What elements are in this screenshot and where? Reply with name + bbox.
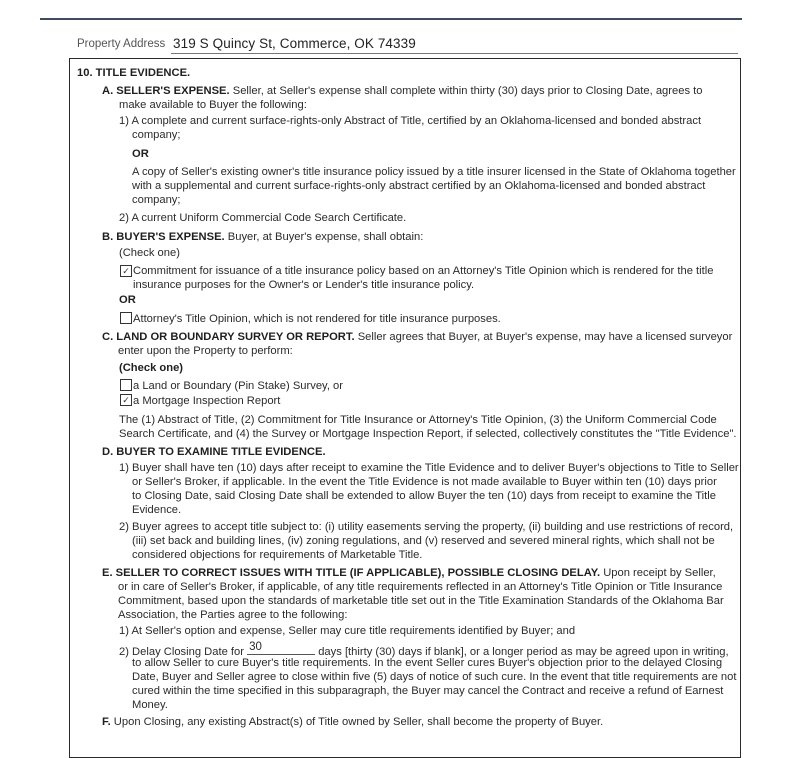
section-d-item1-line1: 1) Buyer shall have ten (10) days after receipt to examine the Title Evidence and to deliver Buyer's objections to Title to Seller: [119, 462, 739, 474]
section-a-heading: A. SELLER'S EXPENSE.: [102, 85, 230, 97]
section-e-heading: E. SELLER TO CORRECT ISSUES WITH TITLE (IF APPLICABLE), POSSIBLE CLOSING DELAY.: [102, 567, 601, 579]
section-b-line1: [102, 230, 423, 244]
section-e-item2-line5: Money.: [132, 699, 168, 711]
section-e-item2-line3: Date, Buyer and Seller agree to close within five (5) days of notice of such cure. In the event that title requirements are not: [132, 671, 737, 683]
section-a-alt-line1: A copy of Seller's existing owner's title insurance policy issued by a title insurer licensed in the State of Oklahoma together: [132, 166, 736, 178]
checkmark-icon: ✓: [122, 395, 130, 405]
section-a-text: Seller, at Seller's expense shall complete within thirty (30) days prior to Closing Date, agrees to: [229, 85, 703, 97]
page-top-border: [40, 18, 742, 20]
section-c-para-line2: Search Certificate, and (4) the Survey or Mortgage Inspection Report, if selected, collectively constitutes the "Title Evidence".: [119, 428, 737, 440]
section-d-item2-line1: 2) Buyer agrees to accept title subject to: (i) utility easements serving the property, (ii) building and use restrictions of record,: [119, 521, 734, 533]
section-c-option2-checkbox[interactable]: [120, 394, 132, 406]
section-e-line2: or in care of Seller's Broker, if applicable, of any title requirements reflected in an Attorney's Title Opinion or Title Insurance: [118, 581, 723, 593]
section-e-item2-line2: to allow Seller to cure Buyer's title requirements. In the event Seller cures Buyer's objection prior to the delayed Closing: [132, 657, 723, 669]
section-a-line1: [102, 84, 702, 98]
section-d-item2-line2: (iii) set back and building lines, (iv) zoning regulations, and (v) reserved and severed mineral rights, which shall not be: [132, 535, 715, 547]
section-b-option2-checkbox[interactable]: [120, 312, 132, 324]
section-d-item1-line2: or Seller's Broker, if applicable. In the event the Title Evidence is not made available to Buyer within ten (10) days prior: [132, 476, 717, 488]
section-b-option1-line1: Commitment for issuance of a title insurance policy based on an Attorney's Title Opinion which is rendered for the title: [133, 265, 714, 277]
property-address-row: [77, 37, 742, 55]
section-c-check-one: (Check one): [119, 362, 184, 374]
delay-days-value: 30: [249, 640, 262, 653]
section-e-line3: Commitment, based upon the standards of marketable title set out in the Title Examination Standards of the Oklahoma Bar: [118, 595, 724, 607]
section-a-or: OR: [132, 148, 149, 160]
title-evidence-section: [69, 58, 741, 758]
section-a-item1-line2: company;: [132, 129, 181, 141]
section-a-item1-line1: 1) A complete and current surface-rights-only Abstract of Title, certified by an Oklahoma-licensed and bonded abstract: [119, 115, 702, 127]
section-title: 10. TITLE EVIDENCE.: [77, 67, 191, 79]
section-f-heading: F.: [102, 716, 111, 728]
checkmark-icon: ✓: [122, 266, 130, 276]
section-b-option1-checkbox[interactable]: [120, 265, 132, 277]
section-b-heading: B. BUYER'S EXPENSE.: [102, 231, 225, 243]
section-d-item1-line4: Evidence.: [132, 504, 182, 516]
section-e-item1: 1) At Seller's option and expense, Seller may cure title requirements identified by Buyer; and: [119, 625, 576, 637]
section-c-line1: [102, 330, 732, 344]
section-a-alt-line3: company;: [132, 194, 181, 206]
section-b-option1-line2: insurance purposes for the Owner's or Lender's title insurance policy.: [133, 279, 475, 291]
section-a-line2: make available to Buyer the following:: [119, 99, 307, 111]
section-c-option2-label: a Mortgage Inspection Report: [133, 395, 281, 407]
section-b-check-one: (Check one): [119, 247, 180, 259]
section-a-alt-line2: with a supplemental and current surface-rights-only abstract certified by an Oklahoma-licensed and bonded abstract: [132, 180, 706, 192]
property-address-value[interactable]: 319 S Quincy St, Commerce, OK 74339: [173, 36, 416, 51]
section-e-item2-suffix: days [thirty (30) days if blank], or a longer period as may be agreed upon in writing,: [318, 646, 729, 658]
section-c-option1-checkbox[interactable]: [120, 379, 132, 391]
section-e-item2-prefix: 2) Delay Closing Date for: [119, 646, 244, 658]
section-c-para-line1: The (1) Abstract of Title, (2) Commitment for Title Insurance or Attorney's Title Opinion, (3) the Uniform Commercial Code: [119, 414, 717, 426]
section-e-line1: [102, 566, 716, 580]
section-a-item2: 2) A current Uniform Commercial Code Search Certificate.: [119, 212, 407, 224]
section-e-line1-tail: Upon receipt by Seller,: [600, 567, 716, 579]
section-e-item2-line4: cured within the time specified in this subparagraph, the Buyer may cancel the Contract and receive a refund of Earnest: [132, 685, 724, 697]
section-b-option2-label: Attorney's Title Opinion, which is not rendered for title insurance purposes.: [133, 313, 501, 325]
section-d-heading: D. BUYER TO EXAMINE TITLE EVIDENCE.: [102, 446, 326, 458]
section-c-heading: C. LAND OR BOUNDARY SURVEY OR REPORT.: [102, 331, 355, 343]
section-b-or: OR: [119, 294, 136, 306]
section-f-line: [102, 715, 603, 729]
section-e-line4: Association, the Parties agree to the following:: [118, 609, 348, 621]
property-address-label: Property Address: [77, 38, 166, 50]
delay-days-field[interactable]: [247, 642, 315, 655]
section-d-item1-line3: to Closing Date, said Closing Date shall be extended to allow Buyer the ten (10) days from receipt to examine the Title: [132, 490, 716, 502]
section-d-item2-line3: considered objections for requirements of Marketable Title.: [132, 549, 423, 561]
section-b-intro: Buyer, at Buyer's expense, shall obtain:: [224, 231, 424, 243]
section-c-option1-label: a Land or Boundary (Pin Stake) Survey, or: [133, 380, 343, 392]
section-f-text: Upon Closing, any existing Abstract(s) of Title owned by Seller, shall become the property of Buyer.: [110, 716, 604, 728]
section-c-text: Seller agrees that Buyer, at Buyer's expense, may have a licensed surveyor: [354, 331, 733, 343]
property-address-underline: [171, 53, 738, 54]
section-c-line2: enter upon the Property to perform:: [118, 345, 293, 357]
